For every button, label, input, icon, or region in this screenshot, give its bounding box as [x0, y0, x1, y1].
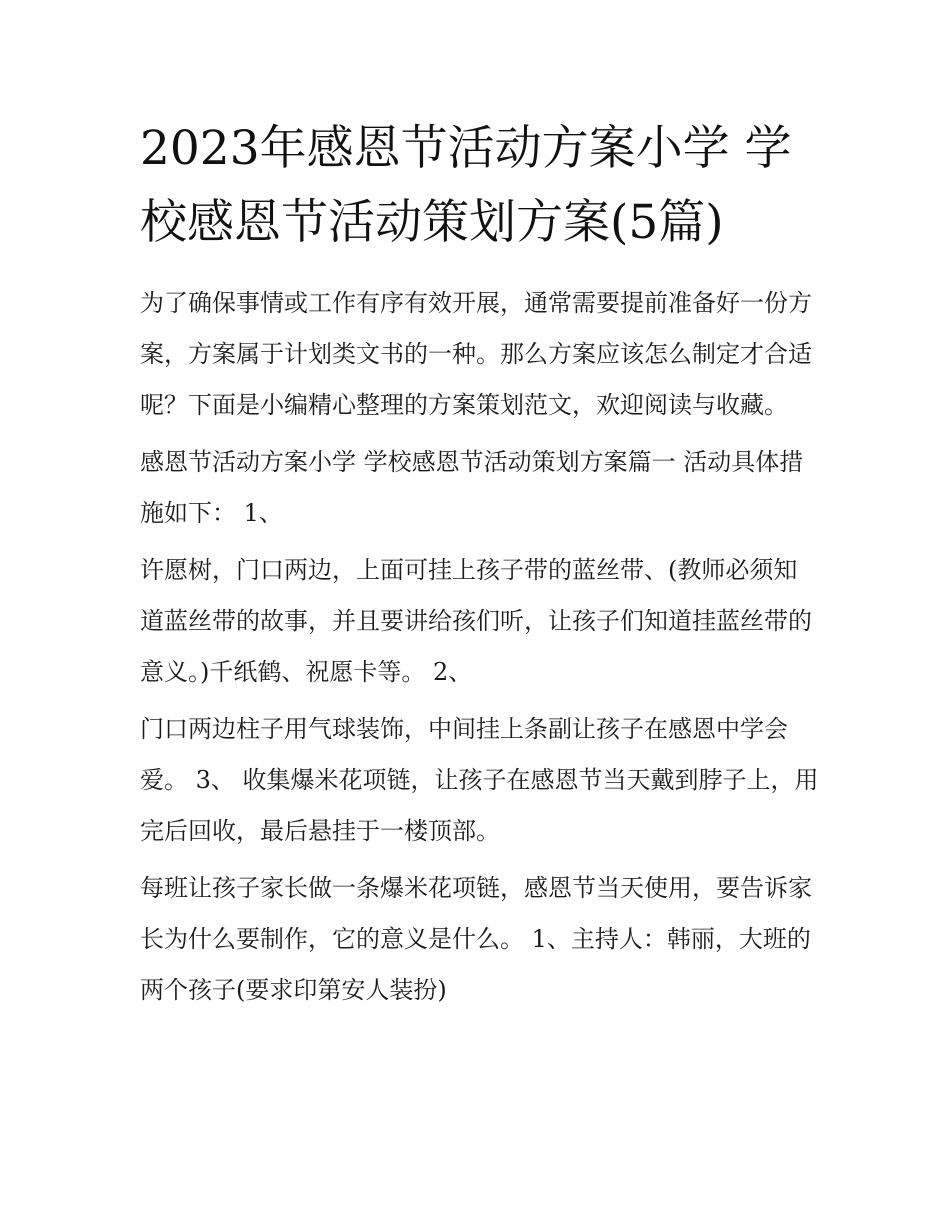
paragraph-necklace: 每班让孩子家长做一条爆米花项链，感恩节当天使用，要告诉家长为什么要制作，它的意义是什么。 1、主持人：韩丽，大班的两个孩子(要求印第安人装扮)	[140, 874, 812, 1004]
document-title: 2023年感恩节活动方案小学 学校感恩节活动策划方案(5篇)	[140, 121, 792, 250]
paragraph-intro: 为了确保事情或工作有序有效开展，通常需要提前准备好一份方案，方案属于计划类文书的一种。那么方案应该怎么制定才合适呢？下面是小编精心整理的方案策划范文，欢迎阅读与收藏。	[140, 289, 812, 419]
paragraph-measures: 感恩节活动方案小学 学校感恩节活动策划方案篇一 活动具体措施如下： 1、	[140, 448, 804, 527]
paragraph-decoration: 门口两边柱子用气球装饰，中间挂上条副让孩子在感恩中学会爱。 3、 收集爆米花项链，让孩子在感恩节当天戴到脖子上，用完后回收，最后悬挂于一楼顶部。	[140, 715, 819, 845]
paragraph-wish-tree: 许愿树，门口两边，上面可挂上孩子带的蓝丝带、(教师必须知道蓝丝带的故事，并且要讲给孩们听，让孩子们知道挂蓝丝带的意义。)千纸鹤、祝愿卡等。 2、	[140, 556, 812, 686]
document-content	[140, 112, 820, 1022]
